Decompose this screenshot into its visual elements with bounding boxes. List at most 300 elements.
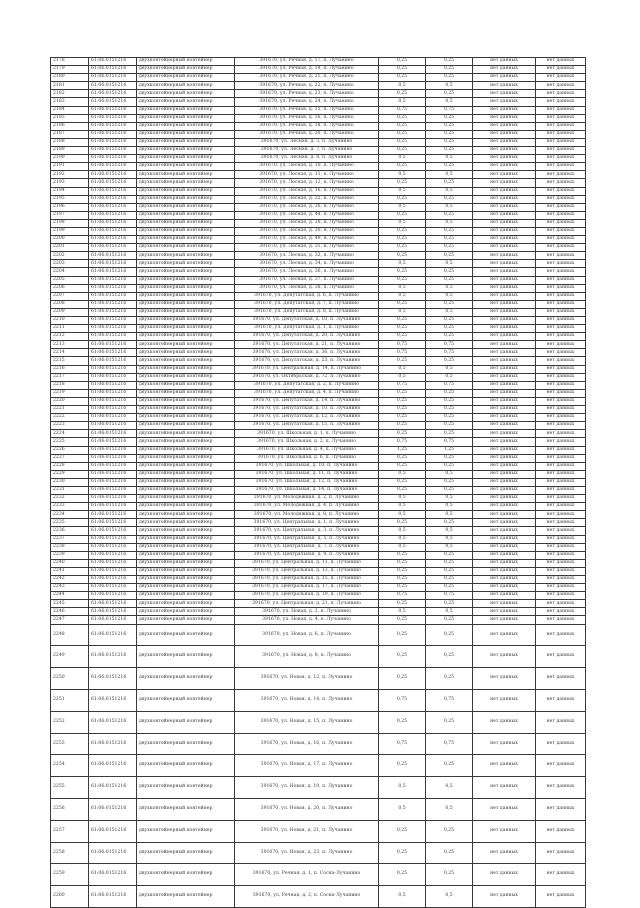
cell-capacity: 0,25 bbox=[426, 114, 473, 122]
cell-owner: нет данных bbox=[536, 90, 586, 98]
cell-owner: нет данных bbox=[536, 454, 586, 462]
cell-capacity: 0,5 bbox=[426, 543, 473, 551]
cell-capacity: 0,25 bbox=[426, 486, 473, 494]
cell-container-type: двухконтейнерный контейнер bbox=[137, 689, 235, 711]
cell-row-number: 2195 bbox=[51, 195, 89, 203]
cell-address: 391670, ул. Центральная, д. 7, п. Лучанино bbox=[235, 543, 379, 551]
cell-container-type: двухконтейнерный контейнер bbox=[137, 430, 235, 438]
cell-container-type: двухконтейнерный контейнер bbox=[137, 373, 235, 381]
cell-capacity: 0,75 bbox=[426, 341, 473, 349]
cell-container-type: двухконтейнерный контейнер bbox=[137, 155, 235, 163]
cell-schedule: нет данных bbox=[473, 195, 536, 203]
cell-schedule: нет данных bbox=[473, 608, 536, 616]
cell-cadastral-code: 61:06:0151216 bbox=[89, 438, 137, 446]
cell-volume: 0,75 bbox=[379, 592, 426, 600]
cell-volume: 1,25 bbox=[379, 446, 426, 454]
cell-row-number: 2200 bbox=[51, 236, 89, 244]
cell-container-type: двухконтейнерный контейнер bbox=[137, 608, 235, 616]
cell-volume: 0,75 bbox=[379, 438, 426, 446]
cell-container-type: двухконтейнерный контейнер bbox=[137, 74, 235, 82]
cell-schedule: нет данных bbox=[473, 567, 536, 575]
cell-container-type: двухконтейнерный контейнер bbox=[137, 551, 235, 559]
cell-container-type: двухконтейнерный контейнер bbox=[137, 576, 235, 584]
cell-owner: нет данных bbox=[536, 624, 586, 646]
cell-cadastral-code: 61:06:0151216 bbox=[89, 138, 137, 146]
cell-container-type: двухконтейнерный контейнер bbox=[137, 755, 235, 777]
table-row bbox=[51, 260, 586, 268]
cell-row-number: 2220 bbox=[51, 397, 89, 405]
cell-cadastral-code: 61:06:0151216 bbox=[89, 163, 137, 171]
cell-cadastral-code: 61:06:0151216 bbox=[89, 381, 137, 389]
cell-capacity: 0,5 bbox=[426, 171, 473, 179]
cell-volume: 0,25 bbox=[379, 462, 426, 470]
cell-row-number: 2209 bbox=[51, 308, 89, 316]
cell-volume: 0,25 bbox=[379, 755, 426, 777]
cell-schedule: нет данных bbox=[473, 66, 536, 74]
cell-capacity: 0,25 bbox=[426, 454, 473, 462]
cell-container-type: двухконтейнерный контейнер bbox=[137, 470, 235, 478]
table-row bbox=[51, 244, 586, 252]
cell-capacity: 0,5 bbox=[426, 511, 473, 519]
cell-schedule: нет данных bbox=[473, 284, 536, 292]
cell-cadastral-code: 61:06:0151216 bbox=[89, 616, 137, 624]
cell-address: 391670, ул. Лесная, д. 30, п. Лучанино bbox=[235, 227, 379, 235]
cell-owner: нет данных bbox=[536, 511, 586, 519]
cell-owner: нет данных bbox=[536, 74, 586, 82]
registry-table bbox=[50, 57, 586, 908]
cell-row-number: 2193 bbox=[51, 179, 89, 187]
cell-capacity: 0,25 bbox=[426, 478, 473, 486]
cell-row-number: 2259 bbox=[51, 864, 89, 886]
table-row bbox=[51, 227, 586, 235]
cell-container-type: двухконтейнерный контейнер bbox=[137, 195, 235, 203]
cell-owner: нет данных bbox=[536, 535, 586, 543]
cell-capacity: 0,5 bbox=[426, 284, 473, 292]
cell-schedule: нет данных bbox=[473, 414, 536, 422]
cell-address: 391670, ул. Новая, д. 21, п. Лучанино bbox=[235, 820, 379, 842]
cell-volume: 0,25 bbox=[379, 227, 426, 235]
cell-owner: нет данных bbox=[536, 486, 586, 494]
cell-address: 391670, ул. Октябрьская, д. 72, п. Лучанино bbox=[235, 373, 379, 381]
cell-volume: 0,25 bbox=[379, 576, 426, 584]
cell-schedule: нет данных bbox=[473, 406, 536, 414]
cell-capacity: 0,25 bbox=[426, 842, 473, 864]
cell-capacity: 0,25 bbox=[426, 600, 473, 608]
cell-schedule: нет данных bbox=[473, 478, 536, 486]
cell-schedule: нет данных bbox=[473, 527, 536, 535]
cell-capacity: 0,25 bbox=[426, 244, 473, 252]
table-row bbox=[51, 711, 586, 733]
cell-schedule: нет данных bbox=[473, 308, 536, 316]
table-row bbox=[51, 668, 586, 690]
cell-container-type: двухконтейнерный контейнер bbox=[137, 276, 235, 284]
table-row bbox=[51, 592, 586, 600]
cell-schedule: нет данных bbox=[473, 486, 536, 494]
cell-schedule: нет данных bbox=[473, 357, 536, 365]
cell-schedule: нет данных bbox=[473, 349, 536, 357]
table-row bbox=[51, 82, 586, 90]
cell-volume: 0,5 bbox=[379, 511, 426, 519]
cell-address: 391670, ул. Лесная, д. 8, п. Лучанино bbox=[235, 155, 379, 163]
cell-volume: 0,75 bbox=[379, 341, 426, 349]
cell-owner: нет данных bbox=[536, 114, 586, 122]
table-row bbox=[51, 646, 586, 668]
cell-capacity: 0,25 bbox=[426, 325, 473, 333]
cell-owner: нет данных bbox=[536, 300, 586, 308]
cell-schedule: нет данных bbox=[473, 422, 536, 430]
cell-address: 391670, ул. Депутатская, д. 10, п. Лучанино bbox=[235, 406, 379, 414]
cell-cadastral-code: 61:06:0151216 bbox=[89, 122, 137, 130]
cell-schedule: нет данных bbox=[473, 842, 536, 864]
cell-volume: 0,25 bbox=[379, 195, 426, 203]
cell-volume: 0,5 bbox=[379, 608, 426, 616]
cell-schedule: нет данных bbox=[473, 511, 536, 519]
table-row bbox=[51, 624, 586, 646]
cell-container-type: двухконтейнерный контейнер bbox=[137, 600, 235, 608]
cell-capacity: 0,5 bbox=[426, 187, 473, 195]
cell-schedule: нет данных bbox=[473, 244, 536, 252]
cell-volume: 0,5 bbox=[379, 543, 426, 551]
cell-cadastral-code: 61:06:0151216 bbox=[89, 503, 137, 511]
cell-schedule: нет данных bbox=[473, 559, 536, 567]
cell-container-type: двухконтейнерный контейнер bbox=[137, 616, 235, 624]
cell-row-number: 2196 bbox=[51, 203, 89, 211]
cell-address: 391670, ул. Лесная, д. 36, п. Лучанино bbox=[235, 268, 379, 276]
table-row bbox=[51, 292, 586, 300]
cell-owner: нет данных bbox=[536, 138, 586, 146]
table-row bbox=[51, 777, 586, 799]
cell-cadastral-code: 61:06:0151216 bbox=[89, 584, 137, 592]
cell-capacity: 0,25 bbox=[426, 820, 473, 842]
cell-cadastral-code: 61:06:0151216 bbox=[89, 252, 137, 260]
cell-address: 391670, ул. Центральная, д. 21, п. Лучанино bbox=[235, 600, 379, 608]
cell-address: 391670, ул. Центральная, д. 9, п. Лучанино bbox=[235, 551, 379, 559]
cell-container-type: двухконтейнерный контейнер bbox=[137, 122, 235, 130]
cell-address: 391670, ул. Депутатская, д. 15, п. Лучанино bbox=[235, 422, 379, 430]
cell-cadastral-code: 61:06:0151216 bbox=[89, 66, 137, 74]
table-row bbox=[51, 373, 586, 381]
table-row bbox=[51, 211, 586, 219]
cell-owner: нет данных bbox=[536, 567, 586, 575]
table-row bbox=[51, 236, 586, 244]
cell-owner: нет данных bbox=[536, 592, 586, 600]
cell-address: 391670, ул. Речная, д. 16, п. Лучанино bbox=[235, 114, 379, 122]
cell-container-type: двухконтейнерный контейнер bbox=[137, 300, 235, 308]
table-row bbox=[51, 519, 586, 527]
cell-row-number: 2254 bbox=[51, 755, 89, 777]
table-row bbox=[51, 381, 586, 389]
cell-row-number: 2257 bbox=[51, 820, 89, 842]
cell-address: 391670, ул. Новая, д. 17, п. Лучанино bbox=[235, 755, 379, 777]
cell-container-type: двухконтейнерный контейнер bbox=[137, 584, 235, 592]
cell-owner: нет данных bbox=[536, 600, 586, 608]
cell-capacity: 0,5 bbox=[426, 503, 473, 511]
cell-owner: нет данных bbox=[536, 397, 586, 405]
cell-schedule: нет данных bbox=[473, 584, 536, 592]
cell-capacity: 0,25 bbox=[426, 711, 473, 733]
cell-container-type: двухконтейнерный контейнер bbox=[137, 624, 235, 646]
cell-address: 391670, ул. Школьная, д. 4, п. Лучанино bbox=[235, 446, 379, 454]
cell-cadastral-code: 61:06:0151216 bbox=[89, 130, 137, 138]
cell-row-number: 2203 bbox=[51, 260, 89, 268]
cell-volume: 0,25 bbox=[379, 616, 426, 624]
cell-schedule: нет данных bbox=[473, 74, 536, 82]
table-row bbox=[51, 122, 586, 130]
cell-owner: нет данных bbox=[536, 689, 586, 711]
table-row bbox=[51, 397, 586, 405]
cell-address: 391670, ул. Центральная, д. 11, п. Лучанино bbox=[235, 559, 379, 567]
cell-owner: нет данных bbox=[536, 608, 586, 616]
cell-cadastral-code: 61:06:0151216 bbox=[89, 82, 137, 90]
cell-container-type: двухконтейнерный контейнер bbox=[137, 90, 235, 98]
cell-schedule: нет данных bbox=[473, 122, 536, 130]
cell-cadastral-code: 61:06:0151216 bbox=[89, 349, 137, 357]
cell-volume: 0,25 bbox=[379, 244, 426, 252]
cell-address: 391670, ул. Депутатская, д. 36, п. Лучанино bbox=[235, 349, 379, 357]
cell-address: 391670, ул. Молодежная, д. 2, п. Лучанино bbox=[235, 495, 379, 503]
table-row bbox=[51, 317, 586, 325]
cell-capacity: 0,25 bbox=[426, 252, 473, 260]
cell-volume: 0,5 bbox=[379, 886, 426, 908]
table-row bbox=[51, 478, 586, 486]
cell-owner: нет данных bbox=[536, 252, 586, 260]
cell-owner: нет данных bbox=[536, 195, 586, 203]
cell-container-type: двухконтейнерный контейнер bbox=[137, 82, 235, 90]
cell-container-type: двухконтейнерный контейнер bbox=[137, 114, 235, 122]
table-row bbox=[51, 755, 586, 777]
cell-volume: 0,75 bbox=[379, 381, 426, 389]
cell-capacity: 0,25 bbox=[426, 236, 473, 244]
cell-schedule: нет данных bbox=[473, 90, 536, 98]
cell-container-type: двухконтейнерный контейнер bbox=[137, 397, 235, 405]
cell-row-number: 2207 bbox=[51, 292, 89, 300]
cell-address: 391670, ул. Речная, д. 15, п. Лучанино bbox=[235, 106, 379, 114]
cell-row-number: 2188 bbox=[51, 138, 89, 146]
cell-row-number: 2194 bbox=[51, 187, 89, 195]
cell-row-number: 2237 bbox=[51, 535, 89, 543]
cell-address: 391670, ул. Лесная, д. 11, п. Лучанино bbox=[235, 171, 379, 179]
table-row bbox=[51, 689, 586, 711]
cell-volume: 0,5 bbox=[379, 308, 426, 316]
table-row bbox=[51, 90, 586, 98]
cell-schedule: нет данных bbox=[473, 276, 536, 284]
cell-cadastral-code: 61:06:0151216 bbox=[89, 422, 137, 430]
cell-container-type: двухконтейнерный контейнер bbox=[137, 236, 235, 244]
table-row bbox=[51, 733, 586, 755]
cell-volume: 0,25 bbox=[379, 211, 426, 219]
cell-row-number: 2250 bbox=[51, 668, 89, 690]
table-row bbox=[51, 798, 586, 820]
table-row bbox=[51, 864, 586, 886]
cell-schedule: нет данных bbox=[473, 446, 536, 454]
cell-row-number: 2240 bbox=[51, 559, 89, 567]
cell-capacity: 0,25 bbox=[426, 864, 473, 886]
cell-cadastral-code: 61:06:0151216 bbox=[89, 711, 137, 733]
cell-owner: нет данных bbox=[536, 130, 586, 138]
cell-volume: 0,5 bbox=[379, 292, 426, 300]
cell-schedule: нет данных bbox=[473, 576, 536, 584]
cell-container-type: двухконтейнерный контейнер bbox=[137, 711, 235, 733]
table-row bbox=[51, 576, 586, 584]
cell-row-number: 2189 bbox=[51, 147, 89, 155]
cell-cadastral-code: 61:06:0151216 bbox=[89, 755, 137, 777]
cell-schedule: нет данных bbox=[473, 616, 536, 624]
cell-owner: нет данных bbox=[536, 211, 586, 219]
cell-volume: 0,25 bbox=[379, 414, 426, 422]
cell-owner: нет данных bbox=[536, 559, 586, 567]
cell-owner: нет данных bbox=[536, 430, 586, 438]
table-row bbox=[51, 600, 586, 608]
cell-container-type: двухконтейнерный контейнер bbox=[137, 886, 235, 908]
cell-capacity: 0,5 bbox=[426, 373, 473, 381]
cell-capacity: 0,25 bbox=[426, 406, 473, 414]
cell-owner: нет данных bbox=[536, 381, 586, 389]
cell-capacity: 0,75 bbox=[426, 689, 473, 711]
cell-cadastral-code: 61:06:0151216 bbox=[89, 187, 137, 195]
table-row bbox=[51, 551, 586, 559]
cell-capacity: 0,75 bbox=[426, 733, 473, 755]
cell-address: 391670, ул. Депутатская, д. 12, п. Лучанино bbox=[235, 414, 379, 422]
cell-address: 391670, ул. Центральная, д. 15, п. Лучанино bbox=[235, 576, 379, 584]
cell-cadastral-code: 61:06:0151216 bbox=[89, 842, 137, 864]
cell-cadastral-code: 61:06:0151216 bbox=[89, 567, 137, 575]
cell-cadastral-code: 61:06:0151216 bbox=[89, 470, 137, 478]
cell-container-type: двухконтейнерный контейнер bbox=[137, 462, 235, 470]
cell-row-number: 2231 bbox=[51, 486, 89, 494]
cell-capacity: 0,5 bbox=[426, 292, 473, 300]
table-row bbox=[51, 349, 586, 357]
cell-owner: нет данных bbox=[536, 422, 586, 430]
cell-container-type: двухконтейнерный контейнер bbox=[137, 567, 235, 575]
cell-schedule: нет данных bbox=[473, 155, 536, 163]
cell-cadastral-code: 61:06:0151216 bbox=[89, 211, 137, 219]
cell-address: 391670, ул. Молодежная, д. 8, п. Лучанино bbox=[235, 511, 379, 519]
cell-container-type: двухконтейнерный контейнер bbox=[137, 381, 235, 389]
cell-volume: 0,25 bbox=[379, 567, 426, 575]
cell-capacity: 0,25 bbox=[426, 422, 473, 430]
table-row bbox=[51, 608, 586, 616]
cell-cadastral-code: 61:06:0151216 bbox=[89, 195, 137, 203]
cell-volume: 0,25 bbox=[379, 357, 426, 365]
table-row bbox=[51, 495, 586, 503]
cell-capacity: 0,25 bbox=[426, 147, 473, 155]
cell-capacity: 0,25 bbox=[426, 195, 473, 203]
table-row bbox=[51, 365, 586, 373]
cell-address: 391670, ул. Речная, д. 2, п. Сосна-Лучанино bbox=[235, 886, 379, 908]
cell-address: 391670, ул. Депутатская, д. 2, п. Лучанино bbox=[235, 381, 379, 389]
cell-schedule: нет данных bbox=[473, 503, 536, 511]
cell-address: 391670, ул. Новая, д. 12, п. Лучанино bbox=[235, 668, 379, 690]
cell-row-number: 2224 bbox=[51, 430, 89, 438]
cell-volume: 0,25 bbox=[379, 66, 426, 74]
cell-owner: нет данных bbox=[536, 58, 586, 66]
cell-volume: 0,5 bbox=[379, 535, 426, 543]
cell-row-number: 2234 bbox=[51, 511, 89, 519]
cell-container-type: двухконтейнерный контейнер bbox=[137, 147, 235, 155]
cell-volume: 0,25 bbox=[379, 300, 426, 308]
cell-cadastral-code: 61:06:0151216 bbox=[89, 333, 137, 341]
cell-capacity: 0,25 bbox=[426, 90, 473, 98]
cell-row-number: 2260 bbox=[51, 886, 89, 908]
cell-row-number: 2225 bbox=[51, 438, 89, 446]
cell-address: 391670, ул. Новая, д. 4, п. Лучанино bbox=[235, 616, 379, 624]
cell-cadastral-code: 61:06:0151216 bbox=[89, 308, 137, 316]
cell-schedule: нет данных bbox=[473, 543, 536, 551]
cell-row-number: 2201 bbox=[51, 244, 89, 252]
cell-schedule: нет данных bbox=[473, 820, 536, 842]
cell-volume: 0,5 bbox=[379, 495, 426, 503]
cell-owner: нет данных bbox=[536, 527, 586, 535]
cell-address: 391670, ул. Центральная, д. 19, п. Лучанино bbox=[235, 592, 379, 600]
table-row bbox=[51, 820, 586, 842]
cell-row-number: 2227 bbox=[51, 454, 89, 462]
cell-row-number: 2243 bbox=[51, 584, 89, 592]
cell-cadastral-code: 61:06:0151216 bbox=[89, 236, 137, 244]
table-row bbox=[51, 527, 586, 535]
cell-volume: 0,25 bbox=[379, 252, 426, 260]
cell-cadastral-code: 61:06:0151216 bbox=[89, 114, 137, 122]
table-row bbox=[51, 130, 586, 138]
cell-container-type: двухконтейнерный контейнер bbox=[137, 244, 235, 252]
table-row bbox=[51, 252, 586, 260]
cell-row-number: 2219 bbox=[51, 389, 89, 397]
cell-volume: 0,25 bbox=[379, 406, 426, 414]
table-row bbox=[51, 98, 586, 106]
cell-volume: 0,25 bbox=[379, 90, 426, 98]
cell-address: 391670, ул. Молодежная, д. 4, п. Лучанино bbox=[235, 503, 379, 511]
cell-capacity: 0,25 bbox=[426, 74, 473, 82]
table-row bbox=[51, 511, 586, 519]
cell-address: 391670, ул. Лесная, д. 28, п. Лучанино bbox=[235, 219, 379, 227]
cell-volume: 0,5 bbox=[379, 187, 426, 195]
cell-capacity: 0,25 bbox=[426, 58, 473, 66]
cell-row-number: 2197 bbox=[51, 211, 89, 219]
cell-cadastral-code: 61:06:0151216 bbox=[89, 864, 137, 886]
cell-cadastral-code: 61:06:0151216 bbox=[89, 527, 137, 535]
cell-owner: нет данных bbox=[536, 519, 586, 527]
cell-schedule: нет данных bbox=[473, 592, 536, 600]
cell-schedule: нет данных bbox=[473, 397, 536, 405]
cell-container-type: двухконтейнерный контейнер bbox=[137, 454, 235, 462]
cell-owner: нет данных bbox=[536, 98, 586, 106]
cell-address: 391670, ул. Центральная, д. 13, п. Лучанино bbox=[235, 567, 379, 575]
table-row bbox=[51, 276, 586, 284]
cell-schedule: нет данных bbox=[473, 551, 536, 559]
cell-schedule: нет данных bbox=[473, 211, 536, 219]
table-row bbox=[51, 147, 586, 155]
cell-capacity: 0,5 bbox=[426, 203, 473, 211]
cell-owner: нет данных bbox=[536, 478, 586, 486]
table-row bbox=[51, 106, 586, 114]
cell-row-number: 2230 bbox=[51, 478, 89, 486]
cell-owner: нет данных bbox=[536, 543, 586, 551]
table-row bbox=[51, 559, 586, 567]
table-row bbox=[51, 333, 586, 341]
cell-container-type: двухконтейнерный контейнер bbox=[137, 438, 235, 446]
cell-volume: 0,25 bbox=[379, 325, 426, 333]
cell-row-number: 2187 bbox=[51, 130, 89, 138]
table-row bbox=[51, 357, 586, 365]
cell-volume: 0,25 bbox=[379, 147, 426, 155]
table-row bbox=[51, 268, 586, 276]
cell-row-number: 2248 bbox=[51, 624, 89, 646]
table-row bbox=[51, 446, 586, 454]
cell-address: 391670, ул. Лесная, д. 38, п. Лучанино bbox=[235, 284, 379, 292]
cell-address: 391670, ул. Речная, д. 21, п. Лучанино bbox=[235, 74, 379, 82]
cell-owner: нет данных bbox=[536, 886, 586, 908]
cell-row-number: 2251 bbox=[51, 689, 89, 711]
cell-container-type: двухконтейнерный контейнер bbox=[137, 268, 235, 276]
